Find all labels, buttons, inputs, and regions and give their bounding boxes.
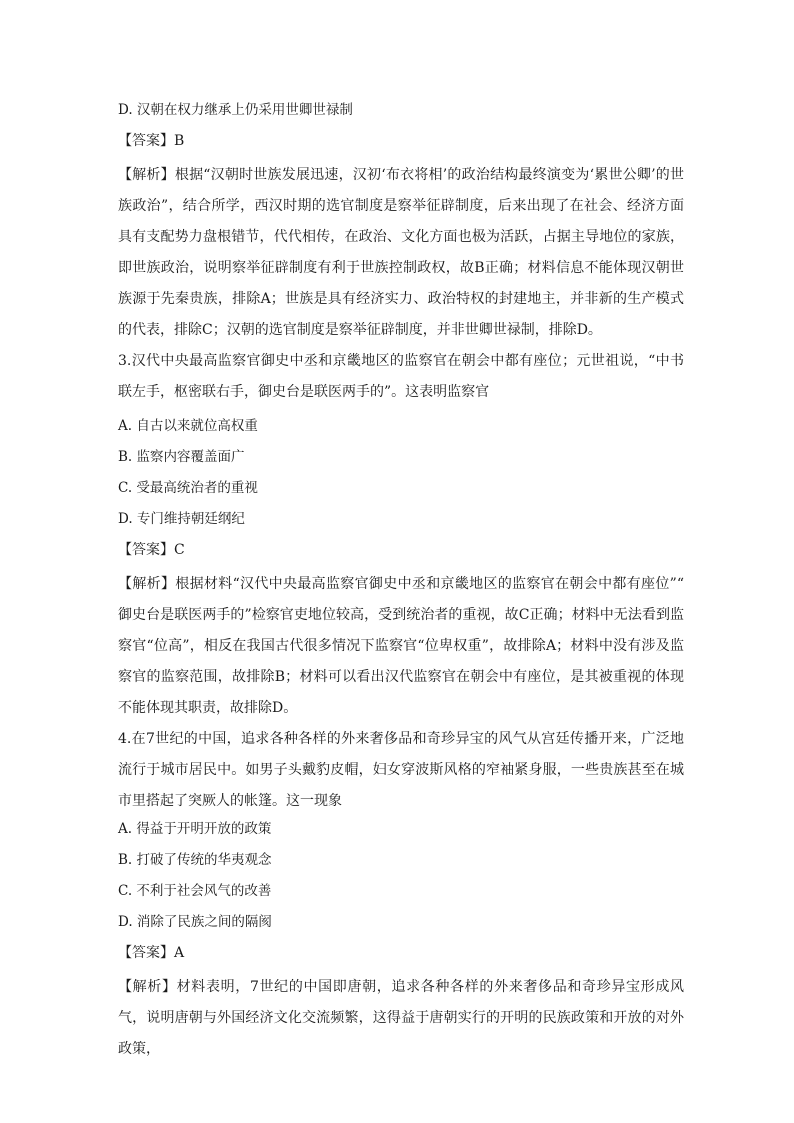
- explanation-q4: 【解析】材料表明，7世纪的中国即唐朝，追求各种各样的外来奢侈品和奇珍异宝形成风气，说明唐朝与外国经济文化交流频繁，这得益于唐朝实行的开明的民族政策和开放的对外政策，: [118, 979, 684, 1057]
- explanation-q2: 【解析】根据“汉朝时世族发展迅速，汉初‘布衣将相’的政治结构最终演变为‘累世公卿’的世族政治”，结合所学，西汉时期的选官制度是察举征辟制度，后来出现了在社会、经济方面具有支配势力盘根错节，代代相传，在政治、文化方面也极为活跃，占据主导地位的家族，即世族政治，说明察举征辟制度有利于世族控制政权，故B正确；材料信息不能体现汉朝世族源于先秦贵族，排除A；世族是具有经济实力、政治特权的封建地主，并非新的生产模式的代表，排除C；汉朝的选官制度是察举征辟制度，并非世卿世禄制，排除D。: [118, 167, 684, 338]
- answer-q4: 【答案】A: [118, 945, 185, 961]
- option-d-q2: D. 汉朝在权力继承上仍采用世卿世禄制: [118, 102, 353, 118]
- answer-q2: 【答案】B: [118, 133, 185, 149]
- option-c-q4: C. 不利于社会风气的改善: [118, 883, 272, 899]
- option-d-q4: D. 消除了民族之间的隔阂: [118, 914, 272, 930]
- option-b-q3: B. 监察内容覆盖面广: [118, 449, 245, 465]
- option-c-q3: C. 受最高统治者的重视: [118, 480, 258, 496]
- explanation-q3: 【解析】根据材料“汉代中央最高监察官御史中丞和京畿地区的监察官在朝会中都有座位”“ 御史台是联医两手的”检察官吏地位较高，受到统治者的重视，故C正确；材料中无法看到监察官“位高”，相反在我国古代很多情况下监察官“位卑权重”，故排除A；材料中没有涉及监察官的监察范围，故排除B；材料可以看出汉代监察官在朝会中有座位，是其被重视的体现不能体现其职责，故排除D。: [118, 576, 684, 716]
- document-body: [118, 100, 684, 1065]
- option-b-q4: B. 打破了传统的华夷观念: [118, 852, 272, 868]
- question-4: 4.在7世纪的中国，追求各种各样的外来奢侈品和奇珍异宝的风气从宫廷传播开来，广泛地流行于城市居民中。如男子头戴豹皮帽，妇女穿波斯风格的窄袖紧身服，一些贵族甚至在城市里搭起了突厥人的帐篷。这一现象: [118, 731, 684, 809]
- option-d-q3: D. 专门维持朝廷纲纪: [118, 511, 245, 527]
- option-a-q3: A. 自古以来就位高权重: [118, 418, 258, 434]
- question-3: 3.汉代中央最高监察官御史中丞和京畿地区的监察官在朝会中都有座位；元世祖说，“中书联左手，枢密联右手，御史台是联医两手的”。这表明监察官: [118, 353, 684, 400]
- answer-q3: 【答案】C: [118, 542, 185, 558]
- option-a-q4: A. 得益于开明开放的政策: [118, 821, 272, 837]
